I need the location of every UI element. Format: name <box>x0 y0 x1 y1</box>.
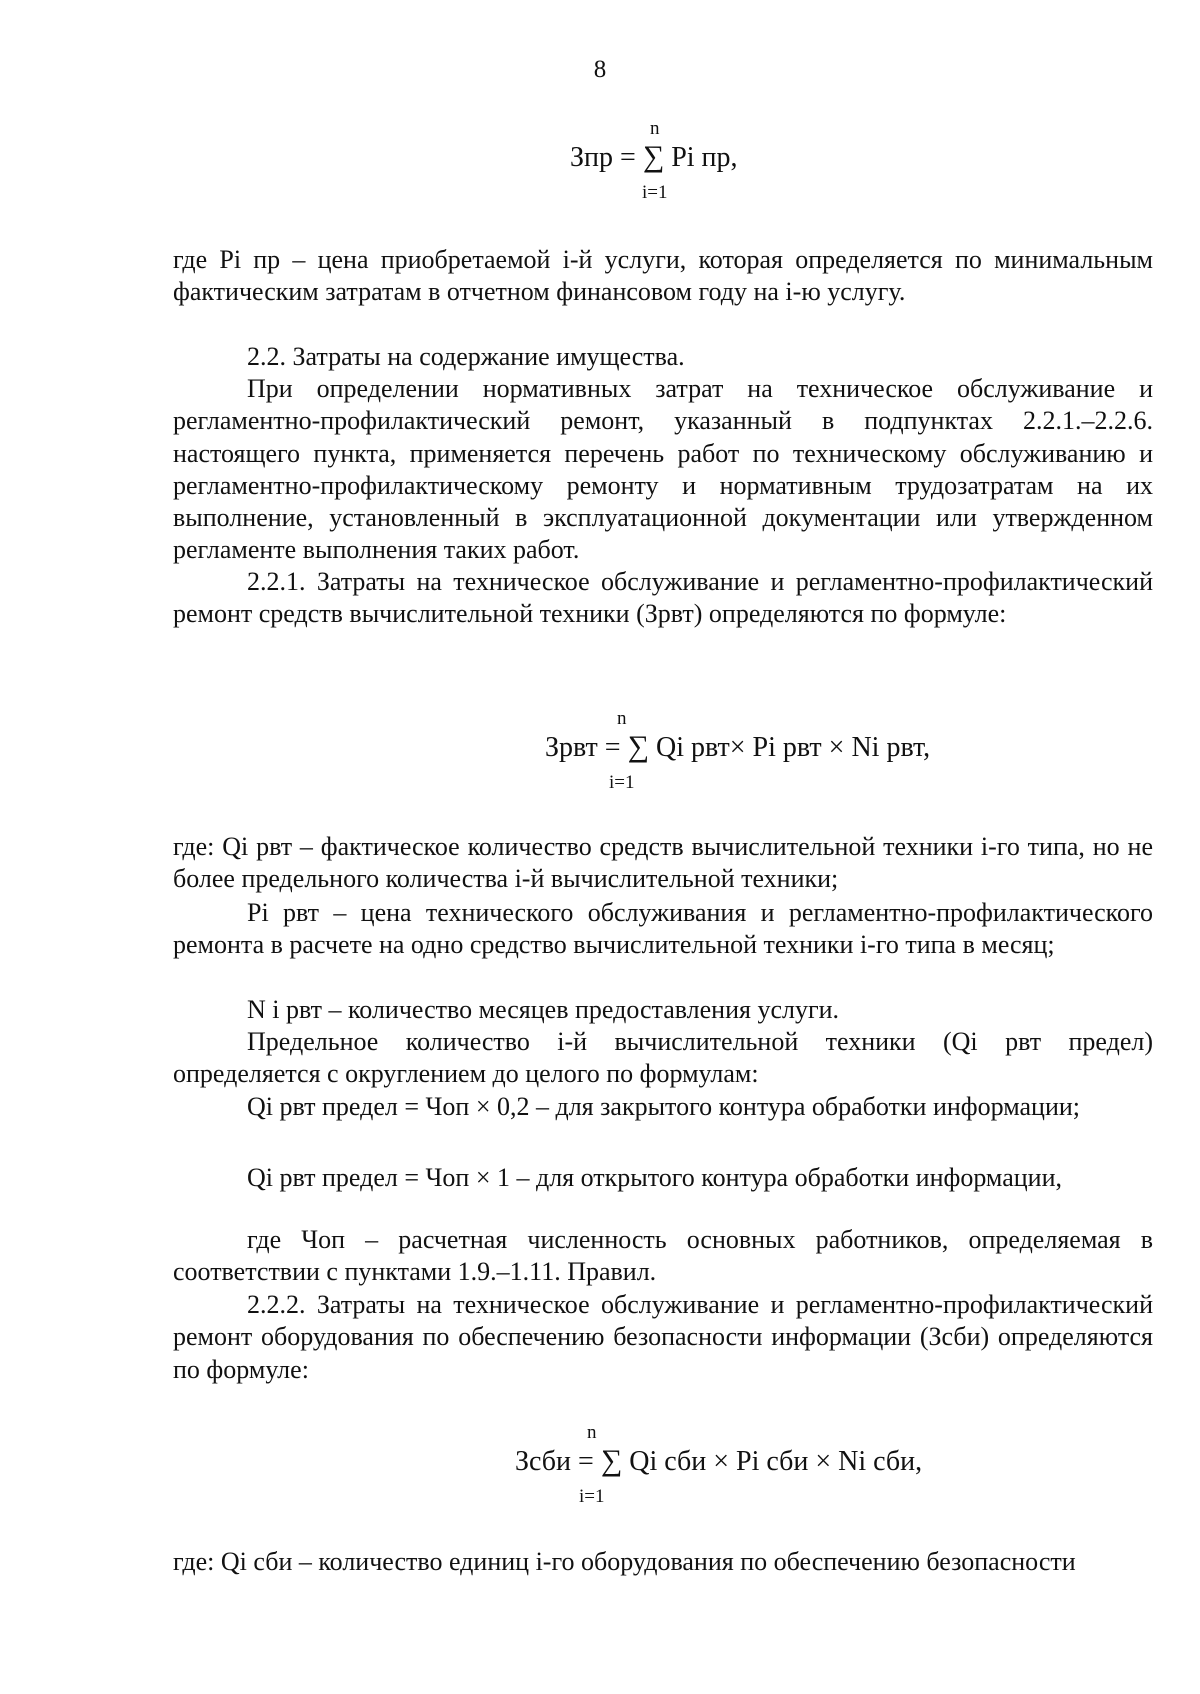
sum-lower-limit: i=1 <box>579 1486 605 1507</box>
paragraph-pi-rvt: Pi рвт – цена технического обслуживания и регламентно-профилактического ремонта в расчете на одно средство вычислительной техники i-го типа в месяц; <box>173 898 1153 960</box>
paragraph-2-2-2: 2.2.2. Затраты на техническое обслуживание и регламентно-профилактический ремонт оборудования по обеспечению безопасности информации (Зсби) определяются по формуле: <box>173 1290 1153 1384</box>
formula-rhs: Qi сби × Pi сби × Ni сби, <box>629 1446 923 1477</box>
formula-rhs: Qi рвт× Pi рвт × Ni рвт, <box>655 732 931 763</box>
paragraph-qi-rvt: где: Qi рвт – фактическое количество средств вычислительной техники i-го типа, но не более предельного количества i-й вычислительной техники; <box>173 832 1153 894</box>
formula-zpr: Зпр = ∑ Pi пр, n i=1 <box>570 118 738 203</box>
paragraph-2-2-1: 2.2.1. Затраты на техническое обслуживание и регламентно-профилактический ремонт средств вычислительной техники (Зрвт) определяются по формуле: <box>173 567 1153 629</box>
formula-zsbi: Зсби = ∑ Qi сби × Pi сби × Ni сби, n i=1 <box>515 1422 923 1507</box>
formula-open-contour: Qi рвт предел = Чоп × 1 – для открытого контура обработки информации, <box>247 1163 1062 1192</box>
sum-lower-limit: i=1 <box>609 772 635 793</box>
sum-symbol: ∑ <box>642 140 665 173</box>
formula-rhs: Pi пр, <box>671 142 738 173</box>
formula-zrvt: Зрвт = ∑ Qi рвт× Pi рвт × Ni рвт, n i=1 <box>545 708 931 793</box>
page-number: 8 <box>593 56 607 83</box>
paragraph-ni-rvt: N i рвт – количество месяцев предоставления услуги. <box>247 995 840 1024</box>
paragraph-pi-pr: где Pi пр – цена приобретаемой i-й услуги, которая определяется по минимальным фактическим затратам в отчетном финансовом году на i-ю услугу. <box>173 245 1153 307</box>
sum-symbol: ∑ <box>600 1444 623 1477</box>
paragraph-normative-costs: При определении нормативных затрат на техническое обслуживание и регламентно-профилактический ремонт, указанный в подпунктах 2.2.1.–2.2.6. настоящего пункта, применяется перечень работ по техническому обслуживанию и регламентно-профилактическому ремонту и нормативным трудозатратам на их выполнение, установленный в эксплуатационной документации или утвержденном регламенте выполнения таких работ. <box>173 374 1153 565</box>
paragraph-limit-quantity: Предельное количество i-й вычислительной техники (Qi рвт предел) определяется с округлением до целого по формулам: <box>173 1027 1153 1089</box>
sum-lower-limit: i=1 <box>642 182 668 203</box>
formula-closed-contour: Qi рвт предел = Чоп × 0,2 – для закрытого контура обработки информации; <box>247 1092 1081 1121</box>
sum-upper-limit: n <box>587 1422 597 1443</box>
paragraph-qi-sbi: где: Qi сби – количество единиц i-го оборудования по обеспечению безопасности <box>173 1547 1076 1576</box>
section-2-2-heading: 2.2. Затраты на содержание имущества. <box>247 342 685 371</box>
formula-lhs: Зсби <box>515 1446 572 1477</box>
paragraph-chop: где Чоп – расчетная численность основных работников, определяемая в соответствии с пунктами 1.9.–1.11. Правил. <box>173 1225 1153 1287</box>
sum-symbol: ∑ <box>627 730 649 763</box>
sum-upper-limit: n <box>650 118 660 139</box>
sum-upper-limit: n <box>617 708 627 729</box>
formula-lhs: Зрвт <box>545 732 598 763</box>
formula-lhs: Зпр <box>570 142 614 173</box>
